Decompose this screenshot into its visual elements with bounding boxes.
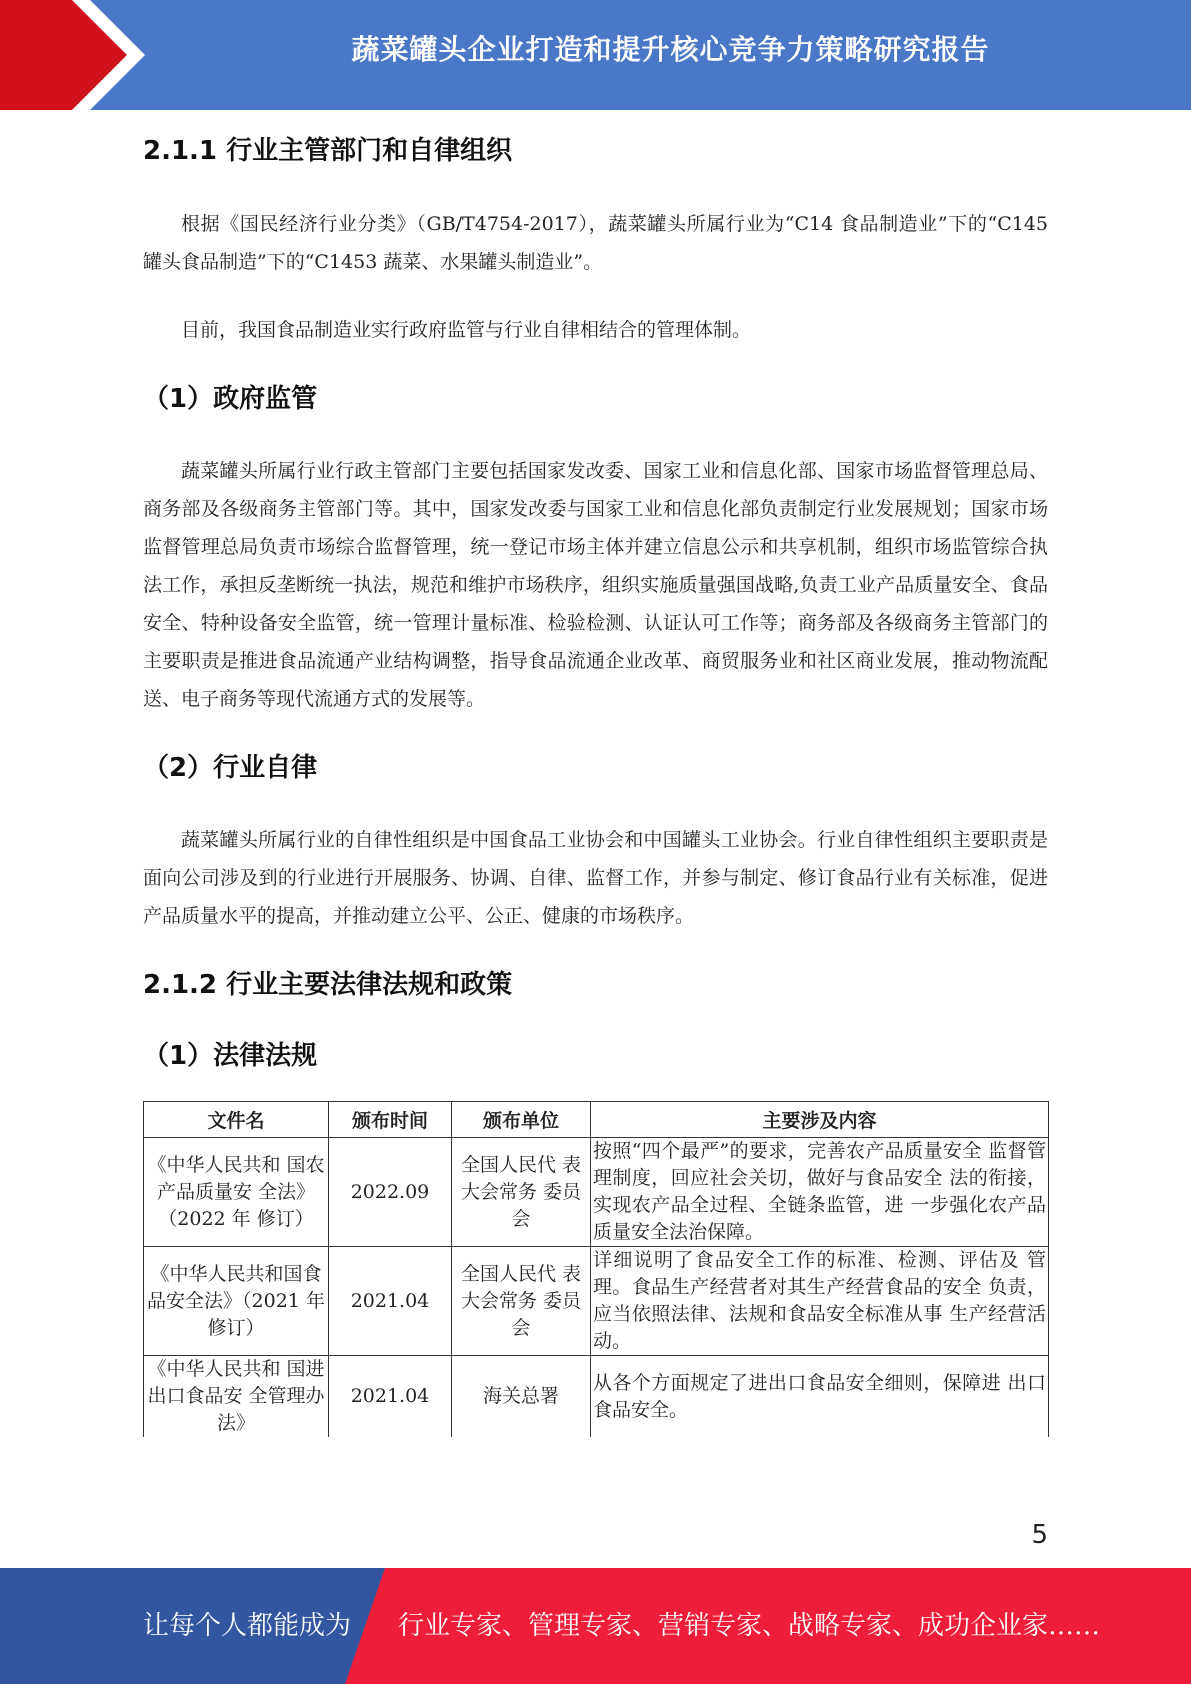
cell-main-content: 详细说明了食品安全工作的标准、检测、评估及 管理。食品生产经营者对其生产经营食品的安全 负责，应当依照法律、法规和食品安全标准从事 生产经营活动。 [591, 1247, 1049, 1356]
column-header-name: 文件名 [144, 1102, 329, 1138]
subheading-industry-self-regulation: （2）行业自律 [143, 753, 318, 783]
paragraph-management-system: 目前，我国食品制造业实行政府监管与行业自律相结合的管理体制。 [181, 319, 752, 341]
column-header-content: 主要涉及内容 [591, 1102, 1049, 1138]
cell-main-content: 按照“四个最严”的要求，完善农产品质量安全 监督管理制度，回应社会关切，做好与食品安全 法的衔接，实现农产品全过程、全链条监管，进 一步强化农产品质量安全法治保障。 [591, 1138, 1049, 1247]
cell-issuer: 全国人民代 表大会常务 委员会 [452, 1247, 591, 1356]
section-heading-2-1-2: 2.1.2 行业主要法律法规和政策 [143, 970, 513, 1000]
page-footer [0, 1568, 1191, 1684]
paragraph-government-supervision: 蔬菜罐头所属行业行政主管部门主要包括国家发改委、国家工业和信息化部、国家市场监督管理总局、商务部及各级商务主管部门等。其中，国家发改委与国家工业和信息化部负责制定行业发展规划；国家市场监督管理总局负责市场综合监督管理，统一登记市场主体并建立信息公示和共享机制，组织市场监管综合执法工作，承担反垄断统一执法，规范和维护市场秩序，组织实施质量强国战略,负责工业产品质量安全、食品安全、特种设备安全监管，统一管理计量标准、检验检测、认证认可工作等；商务部及各级商务主管部门的主要职责是推进食品流通产业结构调整，指导食品流通企业改革、商贸服务业和社区商业发展，推动物流配送、电子商务等现代流通方式的发展等。 [143, 460, 1048, 710]
column-header-date: 颁布时间 [329, 1102, 452, 1138]
table-row [144, 1138, 1049, 1247]
cell-issue-date: 2021.04 [329, 1247, 452, 1356]
page-number: 5 [1031, 1520, 1048, 1550]
footer-slogan-right: 行业专家、管理专家、营销专家、战略专家、成功企业家…… [398, 1611, 1101, 1641]
subheading-laws-regulations: （1）法律法规 [143, 1041, 318, 1071]
header-arrow-decoration [0, 0, 160, 110]
paragraph-industry-self-regulation: 蔬菜罐头所属行业的自律性组织是中国食品工业协会和中国罐头工业协会。行业自律性组织主要职责是面向公司涉及到的行业进行开展服务、协调、自律、监督工作，并参与制定、修订食品行业有关标准，促进产品质量水平的提高，并推动建立公平、公正、健康的市场秩序。 [143, 829, 1048, 927]
cell-issue-date: 2022.09 [329, 1138, 452, 1247]
cell-document-name: 《中华人民共和国食品安全法》（2021 年修订） [144, 1247, 329, 1356]
laws-regulations-table [143, 1101, 1049, 1437]
cell-issuer: 海关总署 [452, 1356, 591, 1438]
column-header-issuer: 颁布单位 [452, 1102, 591, 1138]
table-header-row [144, 1102, 1049, 1138]
cell-document-name: 《中华人民共和 国进出口食品安 全管理办法》 [144, 1356, 329, 1438]
footer-slogan-left: 让每个人都能成为 [143, 1611, 352, 1641]
report-title: 蔬菜罐头企业打造和提升核心竞争力策略研究报告 [351, 33, 990, 66]
cell-issuer: 全国人民代 表大会常务 委员会 [452, 1138, 591, 1247]
subheading-government-supervision: （1）政府监管 [143, 384, 318, 414]
table-row [144, 1356, 1049, 1438]
paragraph-industry-classification: 根据《国民经济行业分类》（GB/T4754-2017），蔬菜罐头所属行业为“C14 食品制造业”下的“C145 罐头食品制造”下的“C1453 蔬菜、水果罐头制造业”。 [143, 213, 1048, 273]
cell-main-content: 从各个方面规定了进出口食品安全细则，保障进 出口食品安全。 [591, 1356, 1049, 1438]
section-heading-2-1-1: 2.1.1 行业主管部门和自律组织 [143, 136, 513, 166]
table-row [144, 1247, 1049, 1356]
page-header [0, 0, 1191, 110]
cell-document-name: 《中华人民共和 国农产品质量安 全法》（2022 年 修订） [144, 1138, 329, 1247]
cell-issue-date: 2021.04 [329, 1356, 452, 1438]
